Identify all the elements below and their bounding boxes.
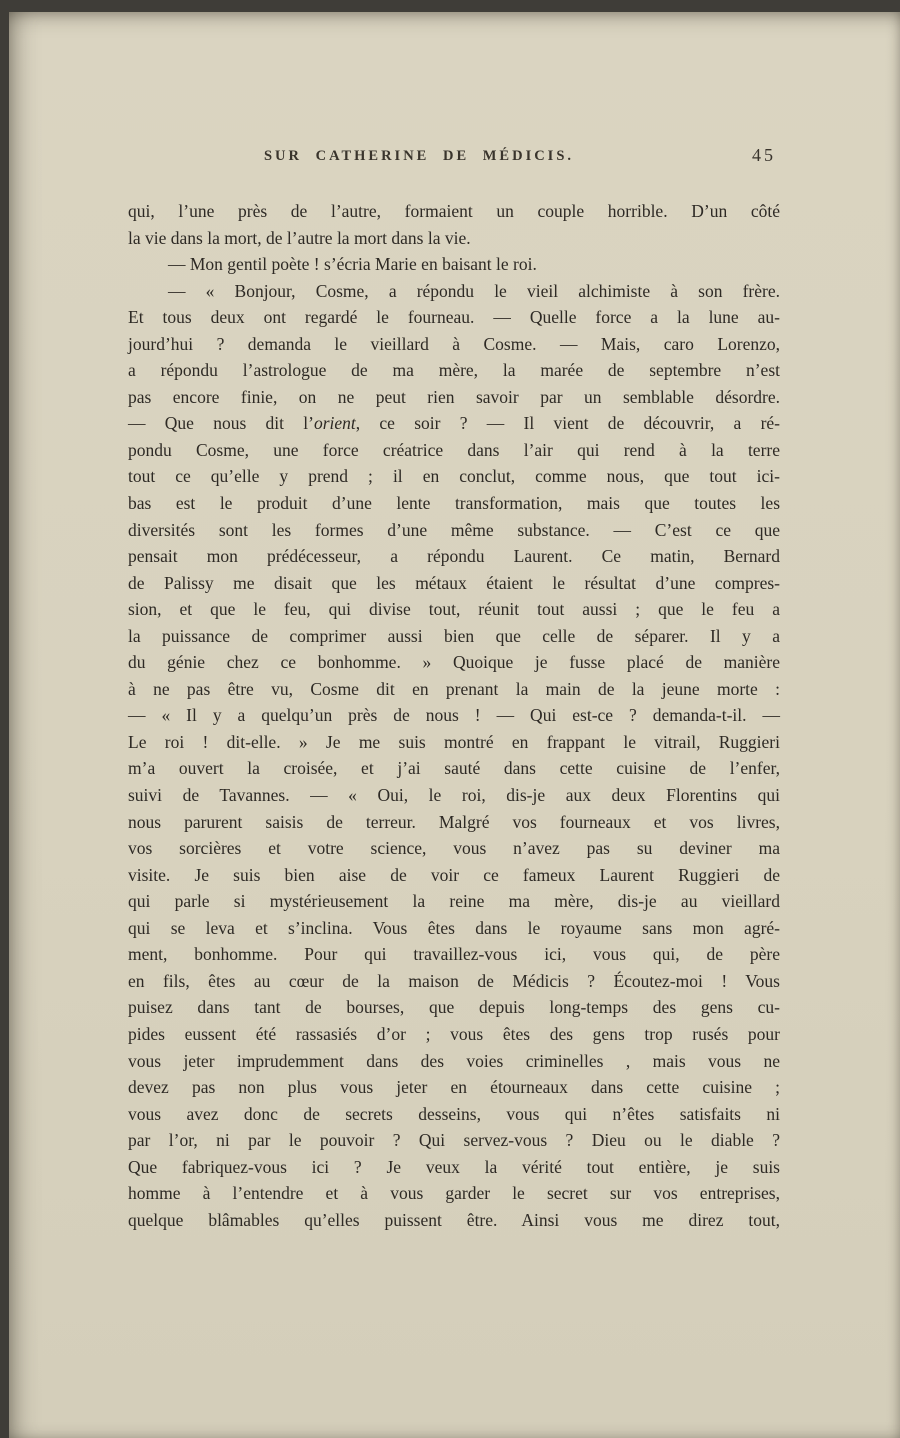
text-line: la vie dans la mort, de l’autre la mort dans la vie.: [128, 227, 471, 248]
text-line: vous avez donc de secrets desseins, vous qui n’êtes satisfaits ni: [128, 1103, 780, 1124]
text-line: m’a ouvert la croisée, et j’ai sauté dans cette cuisine de l’enfer,: [128, 758, 780, 779]
text-line: Et tous deux ont regardé le fourneau. — Quelle force a la lune au-: [128, 307, 780, 328]
text-line: ment, bonhomme. Pour qui travaillez-vous ici, vous qui, de père: [128, 944, 780, 965]
text-line: à ne pas être vu, Cosme dit en prenant la main de la jeune morte :: [128, 678, 780, 699]
text-line: qui parle si mystérieusement la reine ma mère, dis-je au vieillard: [128, 891, 780, 912]
text-line: pondu Cosme, une force créatrice dans l’air qui rend à la terre: [128, 439, 780, 460]
text-line: — « Bonjour, Cosme, a répondu le vieil alchimiste à son frère.: [168, 280, 780, 301]
text-line: suivi de Tavannes. — « Oui, le roi, dis-je aux deux Florentins qui: [128, 785, 780, 806]
text-line: vous jeter imprudemment dans des voies criminelles , mais vous ne: [128, 1050, 780, 1071]
text-line: quelque blâmables qu’elles puissent être. Ainsi vous me direz tout,: [128, 1209, 780, 1230]
text-line: diversités sont les formes d’une même substance. — C’est ce que: [128, 519, 780, 540]
text-line: puisez dans tant de bourses, que depuis long-temps des gens cu-: [128, 997, 780, 1018]
text-line: visite. Je suis bien aise de voir ce fameux Laurent Ruggieri de: [128, 864, 780, 885]
text-line: a répondu l’astrologue de ma mère, la marée de septembre n’est: [128, 360, 780, 381]
text-line: qui se leva et s’inclina. Vous êtes dans le royaume sans mon agré-: [128, 917, 780, 938]
running-head-title: SUR CATHERINE DE MÉDICIS.: [263, 148, 575, 164]
text-line: Le roi ! dit-elle. » Je me suis montré en frappant le vitrail, Ruggieri: [128, 731, 780, 752]
text-line: pides eussent été rassasiés d’or ; vous êtes des gens trop rusés pour: [128, 1023, 780, 1044]
text-line: par l’or, ni par le pouvoir ? Qui servez-vous ? Dieu ou le diable ?: [128, 1130, 780, 1151]
book-page: [9, 12, 900, 1438]
text-line: de Palissy me disait que les métaux étaient le résultat d’une compres-: [128, 572, 780, 593]
text-line: homme à l’entendre et à vous garder le secret sur vos entreprises,: [128, 1183, 780, 1204]
text-line: vos sorcières et votre science, vous n’avez pas su deviner ma: [128, 838, 780, 859]
text-line: la puissance de comprimer aussi bien que celle de séparer. Il y a: [128, 625, 780, 646]
text-line: — Que nous dit l’orient, ce soir ? — Il vient de découvrir, a ré-: [128, 413, 780, 434]
text-line: sion, et que le feu, qui divise tout, réunit tout aussi ; que le feu a: [128, 599, 780, 620]
text-line: pas encore finie, on ne peut rien savoir par un semblable désordre.: [128, 386, 780, 407]
running-head: [128, 145, 780, 172]
text-line: devez pas non plus vous jeter en étourneaux dans cette cuisine ;: [128, 1077, 780, 1098]
text-line: en fils, êtes au cœur de la maison de Médicis ? Écoutez-moi ! Vous: [128, 970, 780, 991]
text-block: [128, 198, 780, 1233]
text-line: tout ce qu’elle y prend ; il en conclut, comme nous, que tout ici-: [128, 466, 780, 487]
text-line: du génie chez ce bonhomme. » Quoique je fusse placé de manière: [128, 652, 780, 673]
text-line: qui, l’une près de l’autre, formaient un couple horrible. D’un côté: [128, 201, 780, 221]
text-line: jourd’hui ? demanda le vieillard à Cosme. — Mais, caro Lorenzo,: [128, 333, 780, 354]
text-line: Que fabriquez-vous ici ? Je veux la vérité tout entière, je suis: [128, 1156, 780, 1177]
text-line: — « Il y a quelqu’un près de nous ! — Qui est-ce ? demanda-t-il. —: [128, 705, 780, 726]
text-line: bas est le produit d’une lente transformation, mais que toutes les: [128, 493, 780, 514]
text-line: nous parurent saisis de terreur. Malgré vos fourneaux et vos livres,: [128, 811, 780, 832]
text-line: — Mon gentil poète ! s’écria Marie en baisant le roi.: [168, 254, 537, 275]
page-number: 45: [752, 145, 776, 165]
text-line: pensait mon prédécesseur, a répondu Laurent. Ce matin, Bernard: [128, 546, 780, 567]
